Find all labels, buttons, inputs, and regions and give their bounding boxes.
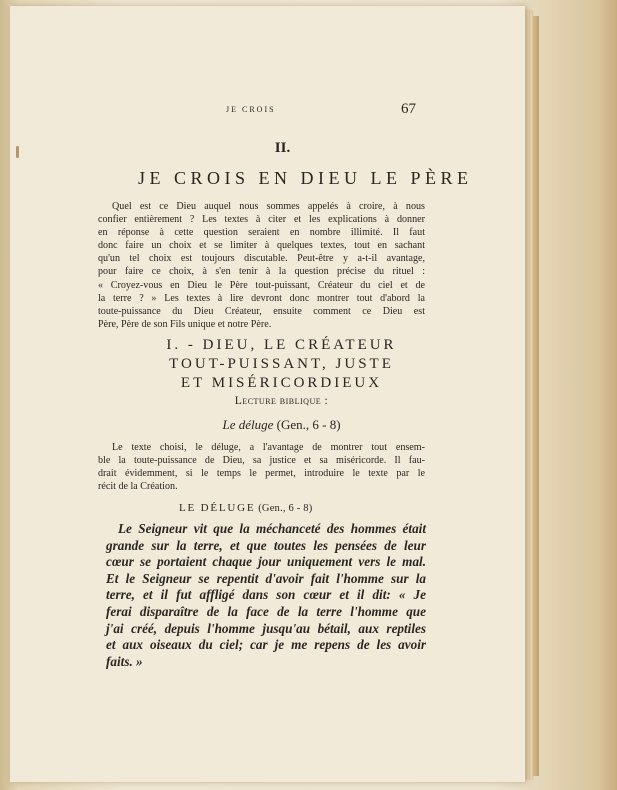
text-line: récit de la Création. [98,481,178,493]
bible-excerpt [106,521,426,670]
reading-title [10,417,525,433]
excerpt-title-text: LE DÉLUGE [179,502,256,514]
excerpt-line: grande sur la terre, et que toutes les pensées de leur [106,537,426,553]
subsection-title-line: ET MISÉRICORDIEUX [180,375,383,391]
text-line: confier entièrement ? Les textes à citer et les explications à donner [98,214,425,226]
excerpt-line: terre, et il fut affligé dans son cœur et il dit: « Je [106,587,426,603]
text-line: ble la toute-puissance de Dieu, sa justice et sa miséricorde. Il fau- [98,455,425,467]
book-edge [533,16,539,776]
excerpt-line: faits. » [106,653,143,669]
text-line: en réponse à cette question seraient en nombre illimité. Il faut [98,227,425,239]
excerpt-line: j'ai créé, depuis l'homme jusqu'au bétail, aux reptiles [106,620,426,636]
intro-paragraph [98,200,425,331]
excerpt-title [179,502,312,514]
excerpt-line: Le Seigneur vit que la méchanceté des hommes était [118,521,426,536]
subsection-title [10,336,525,393]
text-line: qu'un tel choix est toujours discutable. Peut-être y a-t-il avantage, [98,253,425,265]
excerpt-title-ref: (Gen., 6 - 8) [255,503,313,514]
text-line: donc faire un choix et se limiter à quelques textes, tout en sachant [98,240,425,252]
reading-label: Lecture biblique : [234,395,329,407]
book-page [10,6,525,782]
page-content [10,6,525,782]
running-head: JE CROIS [226,105,276,114]
excerpt-line: et aux oiseaux du ciel; car je me repens de les avoir [106,637,426,653]
text-line: drait évidemment, si le temps le permet, introduire le texte par le [98,468,425,480]
text-line: Le texte choisi, le déluge, a l'avantage de montrer tout ensem- [112,442,425,453]
subsection-title-line: TOUT-PUISSANT, JUSTE [169,356,394,372]
text-line: Quel est ce Dieu auquel nous sommes appelés à croire, à nous [112,201,425,212]
text-line: Père, Père de son Fils unique et notre Père. [98,318,272,330]
text-line: toute-puissance du Dieu Créateur, ensuite comment ce Dieu est [98,305,425,317]
chapter-title: JE CROIS EN DIEU LE PÈRE [138,168,473,188]
reading-title-italic: Le déluge [222,417,274,432]
page-number: 67 [401,101,416,117]
text-line: la terre ? » Les textes à lire devront donc montrer tout d'abord la [98,292,425,304]
reading-title-ref: (Gen., 6 - 8) [273,417,341,432]
reading-intro-paragraph [98,441,425,493]
section-number: II. [274,140,291,156]
subsection-title-line: I. - DIEU, LE CRÉATEUR [166,337,397,353]
excerpt-line: Et le Seigneur se repentit d'avoir fait l'homme sur la [106,570,426,586]
text-line: pour faire ce choix, à s'en tenir à la question précise du rituel : [98,266,425,278]
text-line: « Croyez-vous en Dieu le Père tout-puissant, Créateur du ciel et de [98,279,425,291]
excerpt-line: ferai disparaître de la face de la terre l'homme que [106,603,426,619]
excerpt-line: cœur se portaient chaque jour uniquement vers le mal. [106,554,426,570]
